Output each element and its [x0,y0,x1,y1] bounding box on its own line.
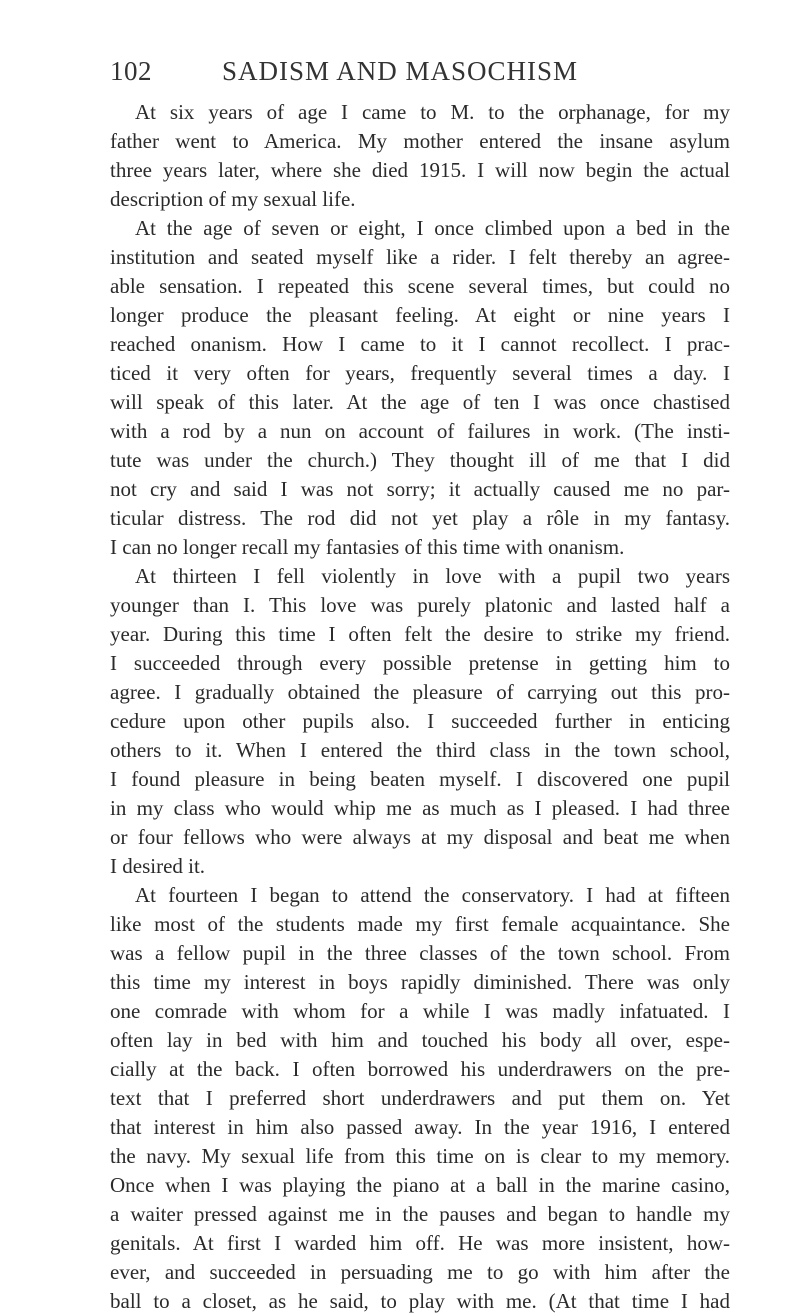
text-line: able sensation. I repeated this scene several times, but could no [110,274,730,298]
body-text [110,98,730,1316]
text-line: ticular distress. The rod did not yet play a rôle in my fantasy. [110,506,730,530]
text-line: agree. I gradually obtained the pleasure of carrying out this pro- [110,680,730,704]
text-line: At fourteen I began to attend the conservatory. I had at fifteen [135,883,730,907]
text-line: longer produce the pleasant feeling. At eight or nine years I [110,303,730,327]
running-head: SADISM AND MASOCHISM [221,56,579,86]
text-line: one comrade with whom for a while I was madly infatuated. I [110,999,730,1023]
text-line: ticed it very often for years, frequently several times a day. I [110,361,730,385]
text-line: year. During this time I often felt the desire to strike my friend. [110,622,730,646]
text-line: a waiter pressed against me in the pauses and began to handle my [110,1202,730,1226]
page-number: 102 [110,56,152,86]
text-line: father went to America. My mother entered the insane asylum [110,129,730,153]
text-line: not cry and said I was not sorry; it actually caused me no par- [110,477,730,501]
text-line: I found pleasure in being beaten myself. I discovered one pupil [110,767,730,791]
text-line: with a rod by a nun on account of failures in work. (The insti- [110,419,730,443]
text-line: like most of the students made my first female acquaintance. She [110,912,730,936]
text-line: cially at the back. I often borrowed his underdrawers on the pre- [110,1057,730,1081]
text-line: ball to a closet, as he said, to play with me. (At that time I had [110,1289,730,1313]
text-line: description of my sexual life. [110,187,356,211]
text-line: text that I preferred short underdrawers and put them on. Yet [110,1086,730,1110]
text-line: others to it. When I entered the third class in the town school, [110,738,730,762]
text-line: At thirteen I fell violently in love with a pupil two years [135,564,730,588]
text-line: in my class who would whip me as much as I pleased. I had three [110,796,730,820]
text-line: ever, and succeeded in persuading me to go with him after the [110,1260,730,1284]
text-line: Once when I was playing the piano at a ball in the marine casino, [110,1173,730,1197]
text-line: At the age of seven or eight, I once climbed upon a bed in the [135,216,730,240]
text-line: the navy. My sexual life from this time on is clear to my memory. [110,1144,730,1168]
page-header [0,56,800,96]
text-line: younger than I. This love was purely platonic and lasted half a [110,593,730,617]
text-line: reached onanism. How I came to it I cannot recollect. I prac- [110,332,730,356]
text-line: this time my interest in boys rapidly diminished. There was only [110,970,730,994]
text-line: I can no longer recall my fantasies of this time with onanism. [110,535,625,559]
text-line: At six years of age I came to M. to the orphanage, for my [135,100,730,124]
text-line: three years later, where she died 1915. I will now begin the actual [110,158,730,182]
text-line: institution and seated myself like a rider. I felt thereby an agree- [110,245,730,269]
text-line: genitals. At first I warded him off. He was more insistent, how- [110,1231,730,1255]
text-line: I succeeded through every possible pretense in getting him to [110,651,730,675]
text-line: cedure upon other pupils also. I succeeded further in enticing [110,709,730,733]
text-line: was a fellow pupil in the three classes of the town school. From [110,941,730,965]
text-line: or four fellows who were always at my disposal and beat me when [110,825,730,849]
text-line: that interest in him also passed away. In the year 1916, I entered [110,1115,730,1139]
text-line: will speak of this later. At the age of ten I was once chastised [110,390,730,414]
text-line: tute was under the church.) They thought ill of me that I did [110,448,730,472]
text-line: often lay in bed with him and touched his body all over, espe- [110,1028,730,1052]
text-line: I desired it. [110,854,206,878]
